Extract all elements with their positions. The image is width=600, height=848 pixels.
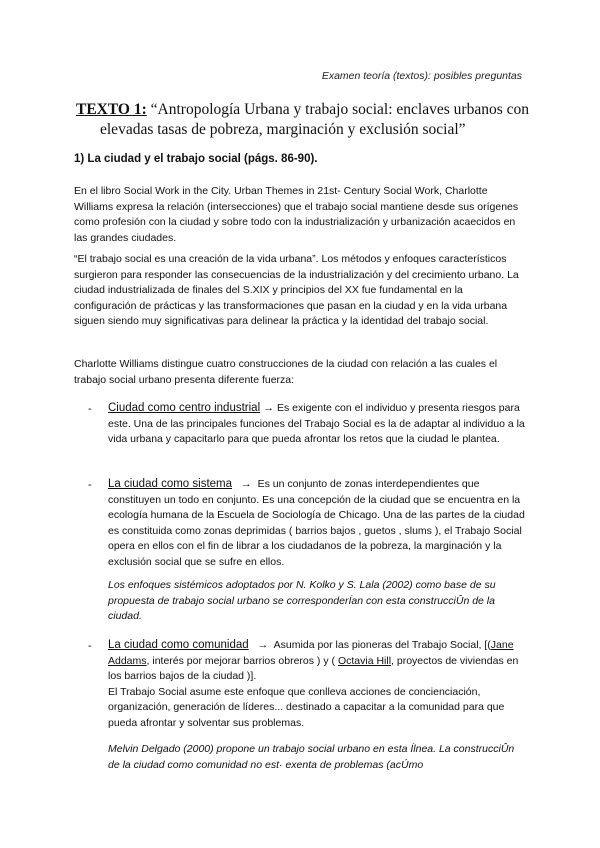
item-term: La ciudad como comunidad [108,639,249,651]
paragraph: Charlotte Williams distingue cuatro construcciones de la ciudad con relación a las cuales el trabajo social urbano presenta diferente fuerza: [74,358,498,386]
title-text-1: “Antropología Urbana y trabajo social: enclaves urbanos con [146,101,529,118]
section-heading: 1) La ciudad y el trabajo social (págs. 86-90). [74,153,318,165]
item-quote: Melvin Delgado (2000) propone un trabajo social urbano en esta Ílnea. La construcciÛn de la ciudad como comunidad no est· exenta de problemas (acÚmo [108,743,515,771]
title-line-2: elevadas tasas de pobreza, marginación y exclusión social” [100,121,466,138]
item-quote: Los enfoques sistémicos adoptados por N. Kolko y S. Lala (2002) como base de su propuesta de trabajo social urbano se corresponderÍan con esta construcciÛn de la ciudad. [108,579,496,622]
item-text: , proyectos de viviendas en los barrios bajos de la ciudad )]. [108,654,519,682]
item-text: El Trabajo Social asume este enfoque que conlleva acciones de concienciación, organización, generación de líderes... destinado a capacitar a la comunidad para que pueda afrontar y solventar sus problemas. [108,685,505,729]
arrow-icon: → [257,639,269,651]
header-note: Examen teoría (textos): posibles preguntas [321,70,522,82]
document-title [76,100,536,140]
bullet-marker: - [88,403,92,415]
list-item [108,401,528,448]
paragraph: “El trabajo social es una creación de la vida urbana”. Los métodos y enfoques característicos surgieron para responder las consecuencias de la industrialización y del crecimiento urbano. La ciudad industrializada de finales del S.XIX y principios del XX fue fundamental en la configuración de prácticas y las transformaciones que pasan en la ciudad y en la vida urbana siguen siendo muy significativas para delinear la práctica y la identidad del trabajo social. [74,253,519,327]
item-term: Ciudad como centro industrial [108,402,261,414]
paragraph: En el libro Social Work in the City. Urban Themes in 21st- Century Social Work, Charlotte Williams expresa la relación (intersecciones) que el trabajo social mantiene desde sus orígenes como profesión con la ciudad y sobre todo con la industrialización y urbanización acaecidos en las grandes ciudades. [74,185,519,244]
bullet-marker: - [88,479,92,491]
item-name-link: Jane Addams [108,639,514,667]
item-text: Es un conjunto de zonas interdependientes que constituyen un todo en conjunto. Es una concepción de la ciudad que se encuentra en la ecología humana de la Escuela de Sociología de Chicago. Una de las partes de la ciudad es constituida como zonas deprimidas ( barrios bajos , guetos , slums ), el Trabajo Social opera en ellos con el fin de librar a los ciudadanos de la pobreza, la marginación y la exclusión social que se sufre en ellos. [108,478,525,568]
arrow-icon: → [263,402,275,414]
item-text: , interés por mejorar barrios obreros ) y ( [146,654,336,667]
item-text: Es exigente con el individuo y presenta riesgos para este. Una de las principales funciones del Trabajo Social es la de adaptar al individuo a la vida urbana y capacitarlo para que pueda afrontar los retos que la ciudad le plantea. [108,402,525,445]
list-item [108,477,528,570]
item-term: La ciudad como sistema [108,478,233,490]
title-line-1 [76,100,536,120]
arrow-icon: → [240,478,252,490]
title-lead: TEXTO 1: [76,101,147,118]
list-item [108,638,528,731]
item-name-link: Octavia Hill [337,654,392,667]
bullet-marker: - [88,640,92,652]
item-text: Asumida por las pioneras del Trabajo Social, [( [271,639,491,651]
